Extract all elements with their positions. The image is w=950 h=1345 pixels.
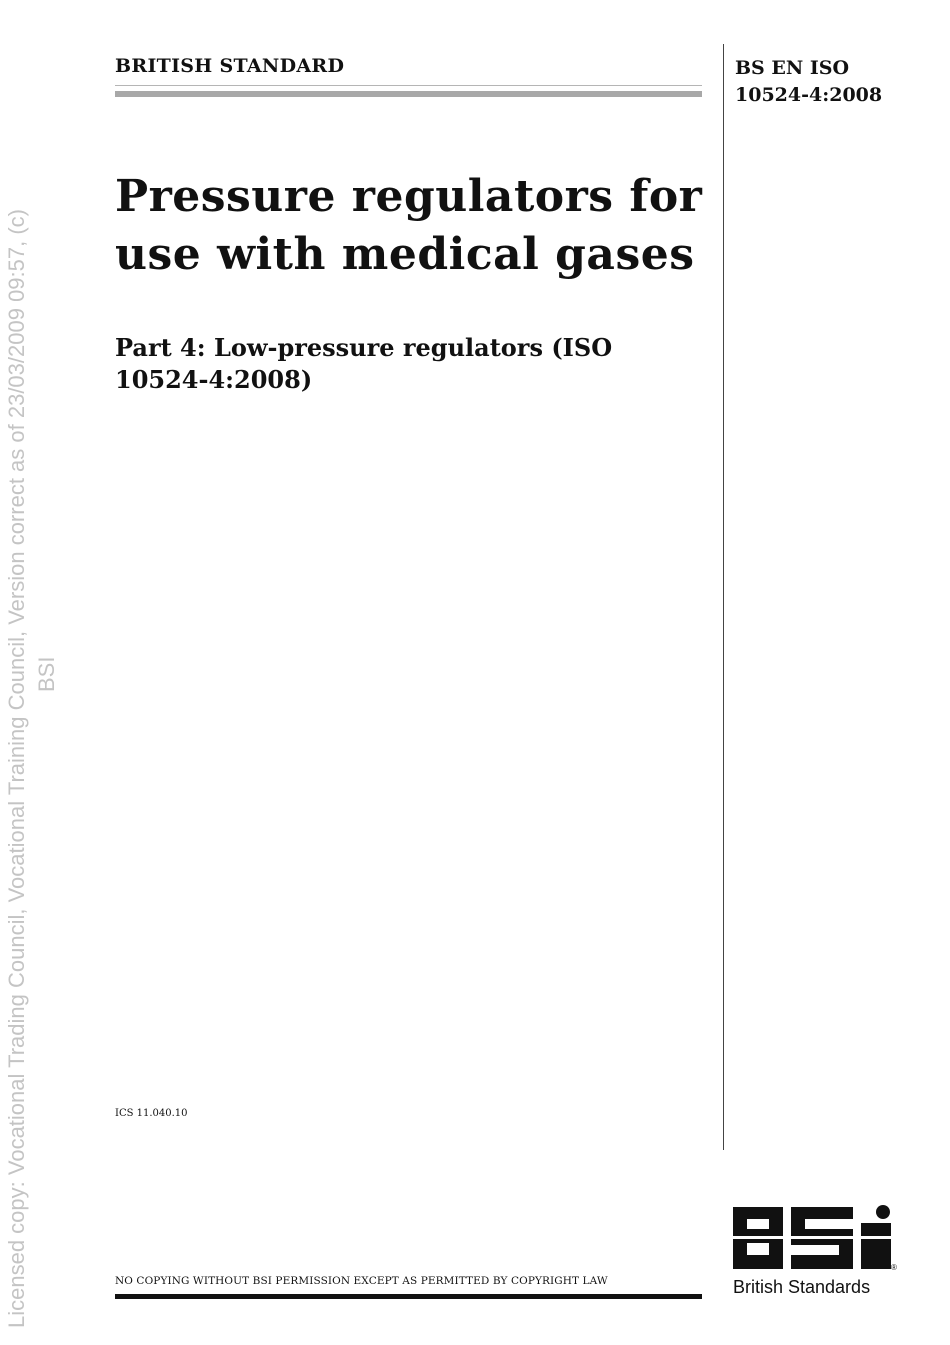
- standard-number: [735, 55, 935, 109]
- title-line-1: Pressure regulators for: [115, 171, 703, 222]
- document-subtitle: [115, 332, 715, 396]
- bsi-logo: [733, 1205, 901, 1305]
- header-thick-rule: [115, 91, 702, 97]
- document-title: [115, 168, 715, 284]
- title-line-2: use with medical gases: [115, 229, 695, 280]
- standard-number-line-1: BS EN ISO: [735, 57, 850, 79]
- bsi-logo-mark: [733, 1205, 901, 1273]
- logo-wordmark: British Standards: [733, 1277, 871, 1297]
- watermark-line-1: Licensed copy: Vocational Trading Council, Vocational Training Council, Version correct as of 23/03/2009 09:57, (c): [4, 208, 29, 1328]
- document-type: BRITISH STANDARD: [115, 55, 345, 77]
- subtitle-line-2: 10524-4:2008): [115, 365, 313, 394]
- copyright-notice: NO COPYING WITHOUT BSI PERMISSION EXCEPT AS PERMITTED BY COPYRIGHT LAW: [115, 1275, 608, 1287]
- standard-number-line-2: 10524-4:2008: [735, 84, 883, 106]
- ics-code: ICS 11.040.10: [115, 1108, 188, 1119]
- registered-mark: ®: [891, 1263, 897, 1272]
- watermark-line-2: BSI: [34, 656, 59, 692]
- license-watermark: [0, 0, 60, 1345]
- vertical-divider: [723, 44, 724, 1150]
- header-thin-rule: [115, 85, 702, 86]
- footer-rule: [115, 1294, 702, 1299]
- subtitle-line-1: Part 4: Low-pressure regulators (ISO: [115, 333, 613, 362]
